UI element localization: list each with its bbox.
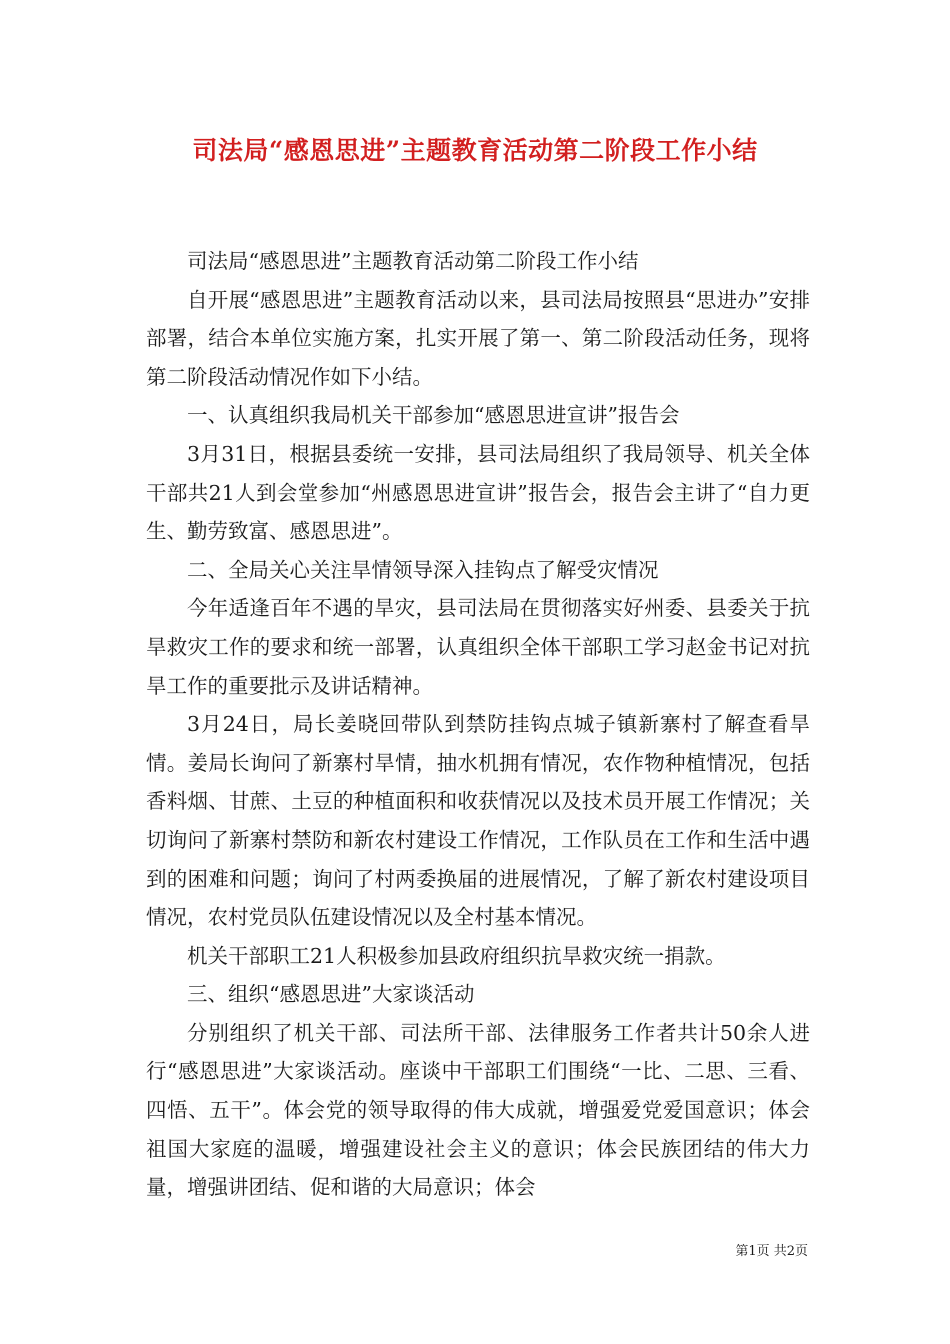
paragraph-donation: 机关干部职工21人积极参加县政府组织抗旱救灾统一捐款。 [187, 943, 726, 968]
document-body [146, 242, 810, 1207]
paragraph-discussion: 分别组织了机关干部、司法所干部、法律服务工作者共计50余人进行“感恩思进”大家谈活动。座谈中干部职工们围绕“一比、二思、三看、四悟、五干”。体会党的领导取得的伟大成就，增强爱党爱国意识；体会祖国大家庭的温暖，增强建设社会主义的意识；体会民族团结的伟大力量，增强讲团结、促和谐的大局意识；体会 [146, 1020, 810, 1200]
paragraph-heading-repeat: 司法局“感恩思进”主题教育活动第二阶段工作小结 [187, 249, 639, 273]
page-title: 司法局“感恩思进”主题教育活动第二阶段工作小结 [192, 136, 758, 165]
paragraph-intro: 自开展“感恩思进”主题教育活动以来，县司法局按照县“思进办”安排部署，结合本单位实施方案，扎实开展了第一、第二阶段活动任务，现将第二阶段活动情况作如下小结。 [146, 287, 810, 389]
paragraph-inspection: 3月24日，局长姜晓回带队到禁防挂钩点城子镇新寨村了解查看旱情。姜局长询问了新寨村旱情，抽水机拥有情况，农作物种植情况，包括香料烟、甘蔗、土豆的种植面积和收获情况以及技术员开展工作情况；关切询问了新寨村禁防和新农村建设工作情况，工作队员在工作和生活中遇到的困难和问题；询问了村两委换届的进展情况，了解了新农村建设项目情况，农村党员队伍建设情况以及全村基本情况。 [146, 712, 810, 930]
section-heading-3: 三、组织“感恩思进”大家谈活动 [187, 982, 475, 1007]
paragraph-drought: 今年适逢百年不遇的旱灾，县司法局在贯彻落实好州委、县委关于抗旱救灾工作的要求和统一部署，认真组织全体干部职工学习赵金书记对抗旱工作的重要批示及讲话精神。 [146, 596, 810, 698]
section-heading-2: 二、全局关心关注旱情领导深入挂钩点了解受灾情况 [187, 557, 659, 582]
page-number: 第1页 共2页 [735, 1244, 808, 1259]
paragraph-section-1: 3月31日，根据县委统一安排，县司法局组织了我局领导、机关全体干部共21人到会堂参加“州感恩思进宣讲”报告会，报告会主讲了“自力更生、勤劳致富、感恩思进”。 [146, 441, 810, 544]
section-heading-1: 一、认真组织我局机关干部参加“感恩思进宣讲”报告会 [187, 403, 680, 428]
